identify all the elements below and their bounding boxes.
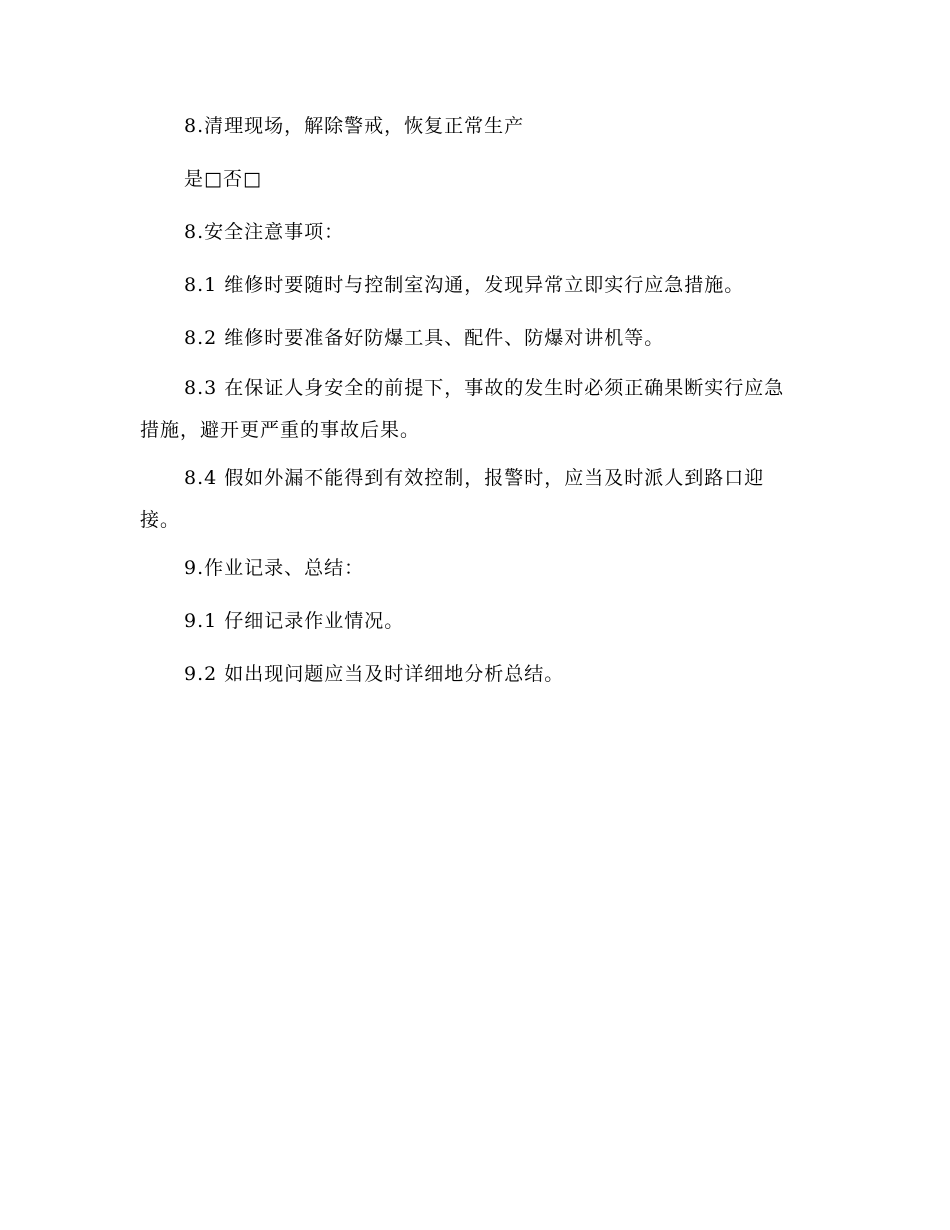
paragraph-8-2: 8.2 维修时要准备好防爆工具、配件、防爆对讲机等。 <box>184 327 665 349</box>
paragraph-8-1: 8.1 维修时要随时与控制室沟通，发现异常立即实行应急措施。 <box>184 274 745 296</box>
section-heading-records-summary: 9.作业记录、总结： <box>184 557 365 579</box>
paragraph-8-3: 8.3 在保证人身安全的前提下，事故的发生时必须正确果断实行应急措施，避开更严重的事故后果。 <box>140 377 785 441</box>
paragraph-8-4: 8.4 假如外漏不能得到有效控制，报警时，应当及时派人到路口迎接。 <box>140 467 765 531</box>
paragraph-cleanup-step: 8.清理现场，解除警戒，恢复正常生产 <box>184 115 525 137</box>
paragraph-9-1: 9.1 仔细记录作业情况。 <box>184 610 405 632</box>
paragraph-9-2: 9.2 如出现问题应当及时详细地分析总结。 <box>184 663 565 685</box>
section-heading-safety-notes: 8.安全注意事项： <box>184 221 345 243</box>
paragraph-yes-no-checkbox: 是□否□ <box>184 168 262 190</box>
